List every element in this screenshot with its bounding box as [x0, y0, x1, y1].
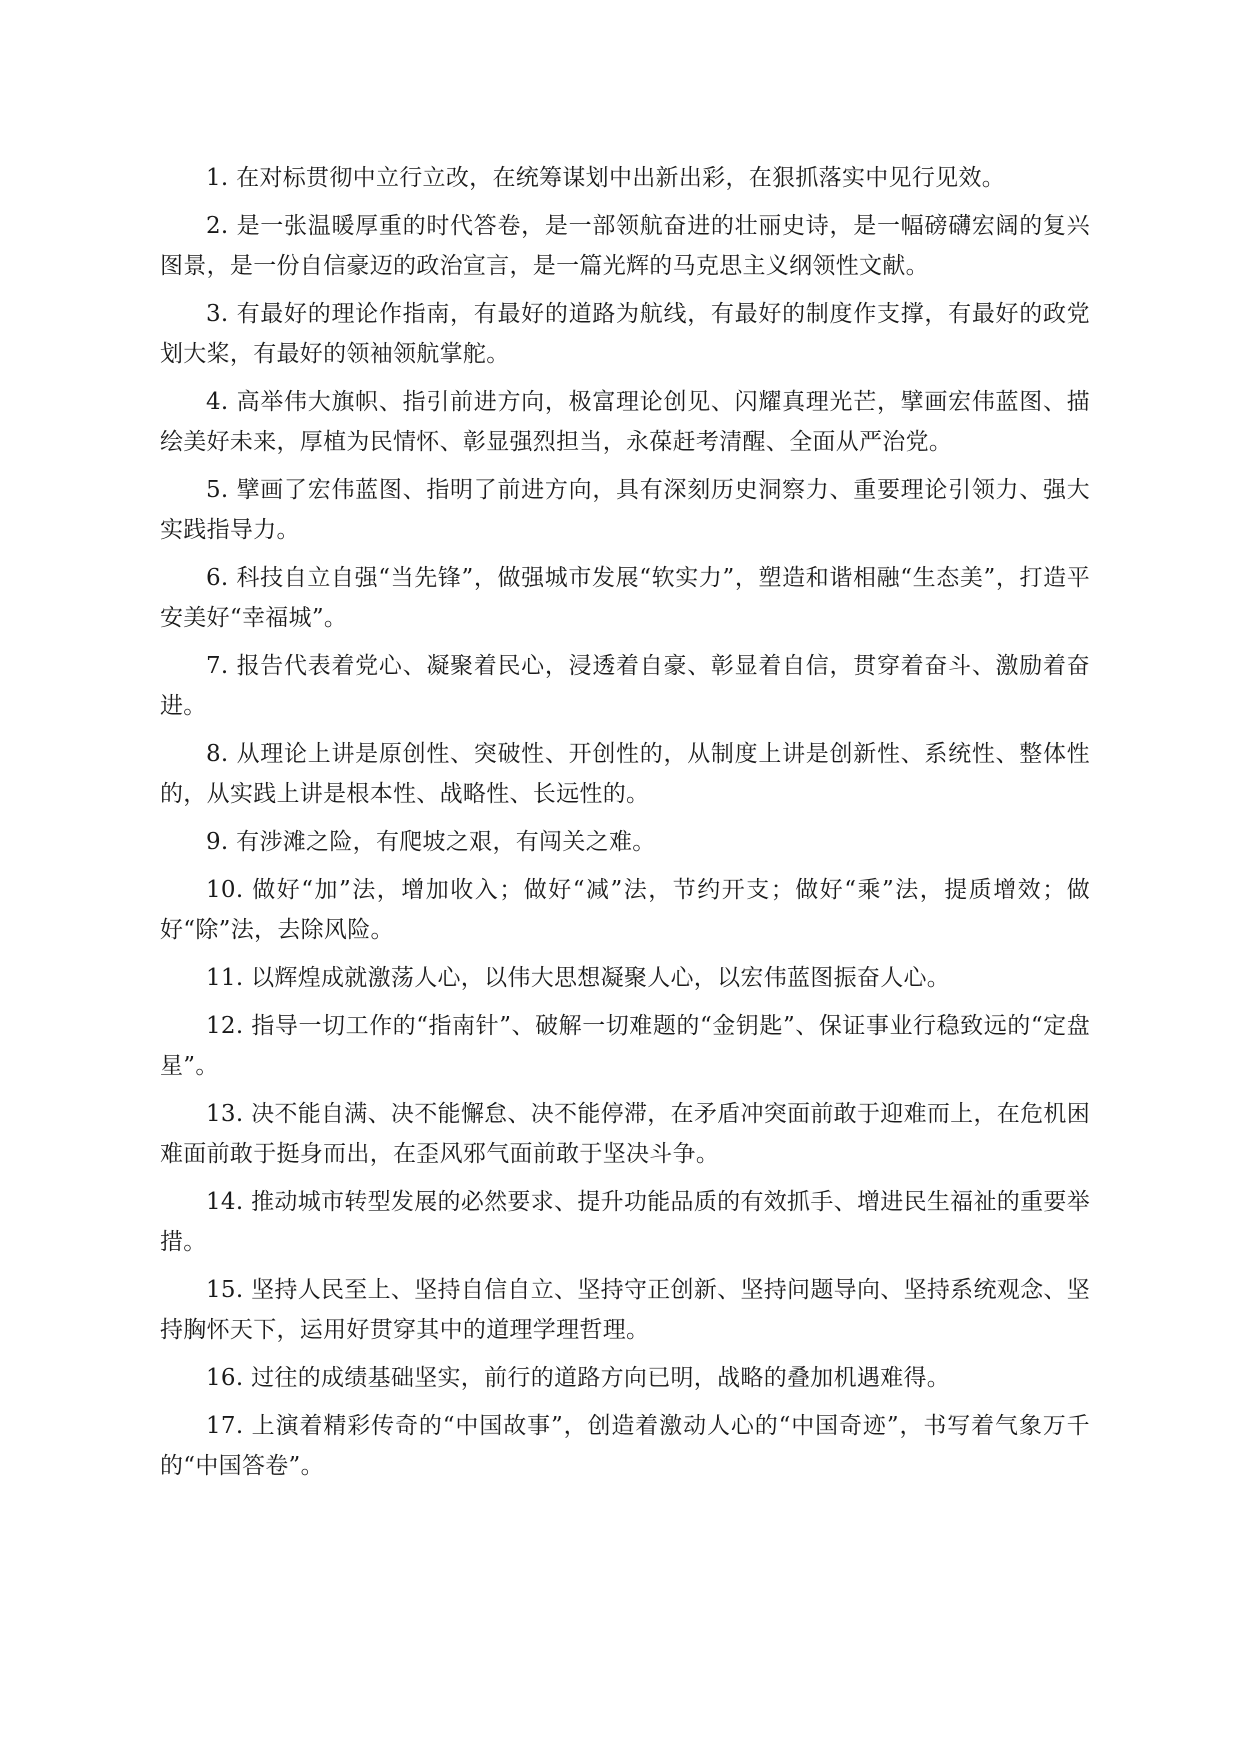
- list-item: 4. 高举伟大旗帜、指引前进方向，极富理论创见、闪耀真理光芒，擘画宏伟蓝图、描绘美好未来，厚植为民情怀、彰显强烈担当，永葆赶考清醒、全面从严治党。: [160, 389, 1090, 455]
- document-page: [160, 158, 1090, 1494]
- list-item: 6. 科技自立自强“当先锋”，做强城市发展“软实力”，塑造和谐相融“生态美”，打造平安美好“幸福城”。: [160, 565, 1090, 631]
- list-item: 12. 指导一切工作的“指南针”、破解一切难题的“金钥匙”、保证事业行稳致远的“定盘星”。: [160, 1013, 1090, 1079]
- list-item: 9. 有涉滩之险，有爬坡之艰，有闯关之难。: [206, 829, 656, 855]
- list-item: 13. 决不能自满、决不能懈怠、决不能停滞，在矛盾冲突面前敢于迎难而上，在危机困难面前敢于挺身而出，在歪风邪气面前敢于坚决斗争。: [160, 1101, 1090, 1167]
- list-item: 2. 是一张温暖厚重的时代答卷，是一部领航奋进的壮丽史诗，是一幅磅礴宏阔的复兴图景，是一份自信豪迈的政治宣言，是一篇光辉的马克思主义纲领性文献。: [160, 213, 1090, 279]
- list-item: 1. 在对标贯彻中立行立改，在统筹谋划中出新出彩，在狠抓落实中见行见效。: [206, 165, 1006, 191]
- list-item: 3. 有最好的理论作指南，有最好的道路为航线，有最好的制度作支撑，有最好的政党划大桨，有最好的领袖领航掌舵。: [160, 301, 1090, 367]
- list-item: 14. 推动城市转型发展的必然要求、提升功能品质的有效抓手、增进民生福祉的重要举措。: [160, 1189, 1090, 1255]
- list-item: 17. 上演着精彩传奇的“中国故事”，创造着激动人心的“中国奇迹”，书写着气象万千的“中国答卷”。: [160, 1413, 1090, 1479]
- list-item: 15. 坚持人民至上、坚持自信自立、坚持守正创新、坚持问题导向、坚持系统观念、坚持胸怀天下，运用好贯穿其中的道理学理哲理。: [160, 1277, 1090, 1343]
- list-item: 7. 报告代表着党心、凝聚着民心，浸透着自豪、彰显着自信，贯穿着奋斗、激励着奋进。: [160, 653, 1090, 719]
- list-item: 5. 擘画了宏伟蓝图、指明了前进方向，具有深刻历史洞察力、重要理论引领力、强大实践指导力。: [160, 477, 1090, 543]
- list-item: 11. 以辉煌成就激荡人心，以伟大思想凝聚人心，以宏伟蓝图振奋人心。: [206, 965, 951, 991]
- list-item: 8. 从理论上讲是原创性、突破性、开创性的，从制度上讲是创新性、系统性、整体性的，从实践上讲是根本性、战略性、长远性的。: [160, 741, 1090, 807]
- list-item: 10. 做好“加”法，增加收入；做好“减”法，节约开支；做好“乘”法，提质增效；做好“除”法，去除风险。: [160, 877, 1090, 943]
- list-item: 16. 过往的成绩基础坚实，前行的道路方向已明，战略的叠加机遇难得。: [206, 1365, 951, 1391]
